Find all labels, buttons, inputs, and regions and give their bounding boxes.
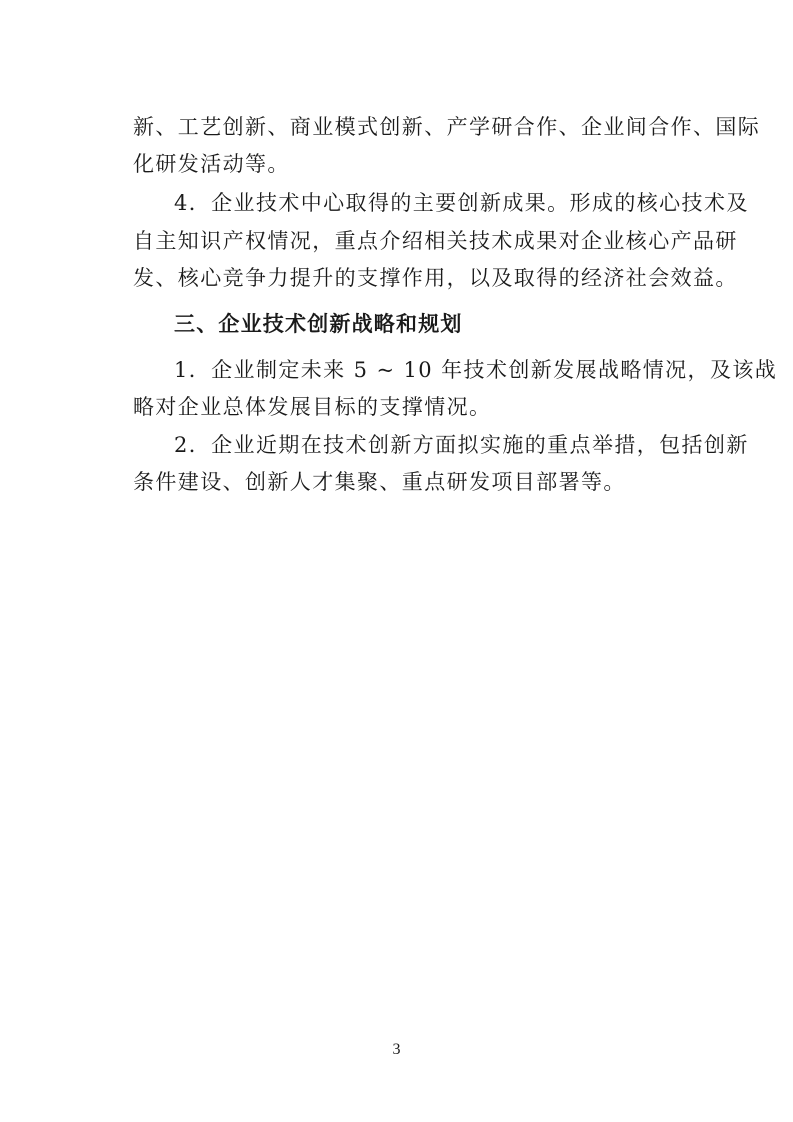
paragraph-line: 略对企业总体发展目标的支撑情况。	[133, 395, 492, 419]
paragraph-line: 化研发活动等。	[133, 152, 290, 176]
paragraph-line: 4．企业技术中心取得的主要创新成果。形成的核心技术及	[174, 191, 749, 215]
paragraph-line: 新、工艺创新、商业模式创新、产学研合作、企业间合作、国际	[133, 115, 761, 139]
paragraph-line: 发、核心竞争力提升的支撑作用，以及取得的经济社会效益。	[133, 266, 738, 290]
page-number: 3	[392, 1041, 401, 1058]
paragraph-line: 条件建设、创新人才集聚、重点研发项目部署等。	[133, 470, 626, 494]
section-heading: 三、企业技术创新战略和规划	[174, 312, 463, 336]
paragraph-line: 1．企业制定未来 5 ~ 10 年技术创新发展战略情况，及该战	[174, 358, 778, 382]
paragraph-line: 2．企业近期在技术创新方面拟实施的重点举措，包括创新	[174, 433, 749, 457]
paragraph-line: 自主知识产权情况，重点介绍相关技术成果对企业核心产品研	[133, 229, 738, 253]
